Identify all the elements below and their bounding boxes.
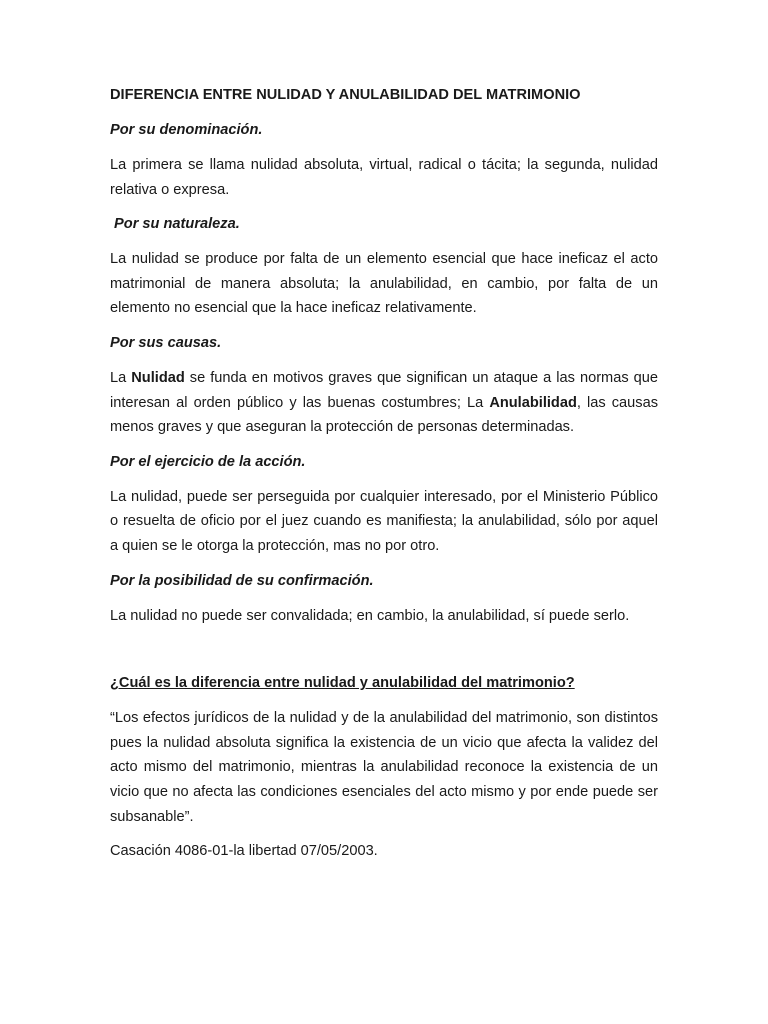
- causas-nulidad-bold: Nulidad: [131, 369, 185, 386]
- document-title: DIFERENCIA ENTRE NULIDAD Y ANULABILIDAD DEL MATRIMONIO: [110, 87, 581, 103]
- question-heading: ¿Cuál es la diferencia entre nulidad y anulabilidad del matrimonio?: [110, 675, 575, 692]
- section-heading-causas: Por sus causas.: [110, 334, 222, 351]
- causas-anulabilidad-bold: Anulabilidad: [489, 394, 577, 411]
- causas-text-part-3: , las causas menos graves y que aseguran la protección de personas determinadas.: [110, 394, 658, 436]
- section-text-confirmacion: La nulidad no puede ser convalidada; en cambio, la anulabilidad, sí puede serlo.: [110, 607, 630, 624]
- section-text-ejercicio: La nulidad, puede ser perseguida por cualquier interesado, por el Ministerio Público o resuelta de oficio por el juez cuando es manifiesta; la anulabilidad, sólo por aquel a quien se le otorga la protección, mas no por otro.: [110, 488, 658, 554]
- citation-text: Casación 4086-01-la libertad 07/05/2003.: [110, 843, 378, 860]
- causas-text-part-1: La: [110, 369, 132, 386]
- section-text-naturaleza: La nulidad se produce por falta de un elemento esencial que hace ineficaz el acto matrimonial de manera absoluta; la anulabilidad, en cambio, por falta de un elemento no esencial que la hace ineficaz relativamente.: [110, 251, 658, 317]
- quote-paragraph: “Los efectos jurídicos de la nulidad y de la anulabilidad del matrimonio, son distintos pues la nulidad absoluta significa la existencia de un vicio que afecta la validez del acto mismo del matrimonio, mientras la anulabilidad reconoce la existencia de un vicio que no afecta las condiciones esenciales del acto mismo y por ende puede ser subsanable”.: [110, 710, 658, 825]
- section-heading-confirmacion: Por la posibilidad de su confirmación.: [110, 572, 374, 589]
- section-heading-ejercicio: Por el ejercicio de la acción.: [110, 453, 306, 470]
- causas-text-part-2: se funda en motivos graves que significan un ataque a las normas que interesan al orden público y las buenas costumbres; La: [110, 369, 658, 411]
- spacer: [110, 628, 658, 671]
- section-heading-denominacion: Por su denominación.: [110, 122, 263, 138]
- section-text-denominacion: La primera se llama nulidad absoluta, virtual, radical o tácita; la segunda, nulidad relativa o expresa.: [110, 157, 658, 198]
- section-heading-naturaleza: Por su naturaleza.: [110, 216, 240, 233]
- section-text-causas: [110, 366, 658, 440]
